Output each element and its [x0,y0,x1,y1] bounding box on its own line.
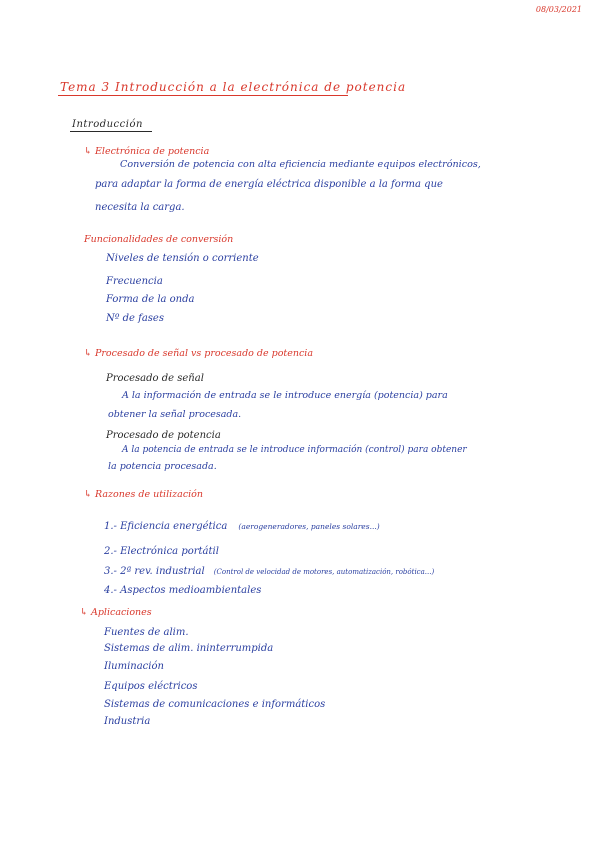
razones-heading: ↳ Razones de utilización [84,489,204,500]
procesado-potencia-line-1: A la potencia de entrada se le introduce información (control) para obtener [122,445,467,455]
funcionalidad-item: Niveles de tensión o corriente [106,253,259,264]
procesado-senal-line-2: obtener la señal procesada. [108,409,242,420]
procesado-senal-line-1: A la información de entrada se le introduce energía (potencia) para [122,390,448,401]
razon-text: 4.- Aspectos medioambientales [104,585,262,596]
def-heading: ↳ Electrónica de potencia [84,146,210,157]
funcionalidades-heading: Funcionalidades de conversión [84,234,234,245]
razon-text: 1.- Eficiencia energética [104,521,228,532]
date-label: 08/03/2021 [535,5,582,14]
title-underline [58,95,348,96]
aplicacion-item: Industria [104,716,151,727]
funcionalidad-item: Forma de la onda [106,294,195,305]
procesado-heading: ↳ Procesado de señal vs procesado de potencia [84,348,314,359]
def-line-2: para adaptar la forma de energía eléctrica disponible a la forma que [95,179,443,190]
razon-item [104,561,434,577]
aplicacion-item: Iluminación [104,661,164,672]
funcionalidad-item: Nº de fases [106,313,164,324]
procesado-potencia-label: Procesado de potencia [106,430,221,441]
def-line-3: necesita la carga. [95,202,185,213]
def-line-1: Conversión de potencia con alta eficiencia mediante equipos electrónicos, [120,159,481,170]
razon-note: (aerogeneradores, paneles solares...) [238,522,380,531]
intro-underline [70,131,152,132]
razon-item [104,541,225,557]
aplicacion-item: Sistemas de alim. ininterrumpida [104,643,274,654]
page-title: Tema 3 Introducción a la electrónica de potencia [60,80,407,94]
aplicacion-item: Sistemas de comunicaciones e informáticos [104,699,326,710]
section-heading-intro: Introducción [72,119,143,130]
aplicaciones-heading: ↳ Aplicaciones [80,607,152,618]
aplicacion-item: Equipos eléctricos [104,681,198,692]
razon-text: 2.- Electrónica portátil [104,546,219,557]
razon-note: (Control de velocidad de motores, automatización, robótica...) [213,568,435,576]
razon-item [104,580,267,596]
procesado-senal-label: Procesado de señal [106,373,204,384]
razon-item [104,516,380,532]
aplicacion-item: Fuentes de alim. [104,627,189,638]
funcionalidad-item: Frecuencia [106,276,163,287]
razon-text: 3.- 2ª rev. industrial [104,566,205,577]
procesado-potencia-line-2: la potencia procesada. [108,461,217,472]
